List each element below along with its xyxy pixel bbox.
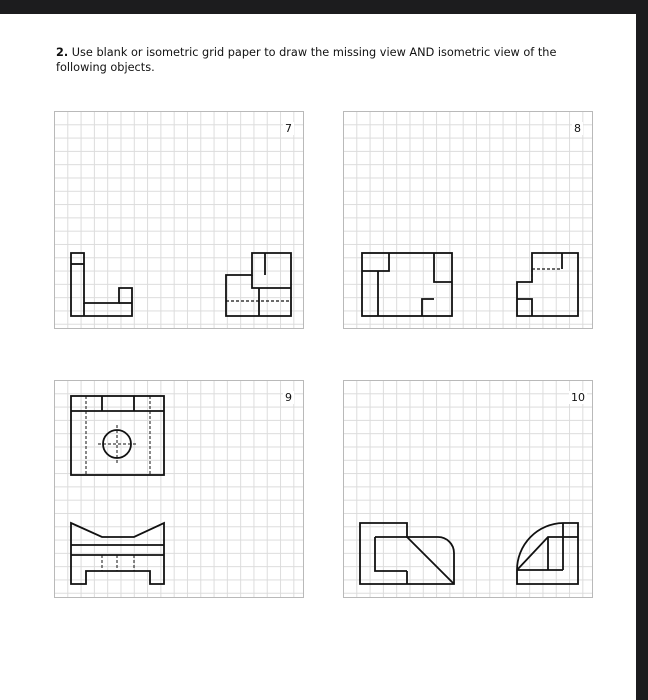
- problem-9-drawing: [55, 381, 304, 598]
- problem-7-drawing: [55, 112, 304, 329]
- problem-10-number: 10: [571, 391, 585, 404]
- problem-10-grid: [343, 380, 593, 598]
- problem-9-number: 9: [285, 391, 292, 404]
- problem-10-drawing: [344, 381, 593, 598]
- problem-8-number: 8: [574, 122, 581, 135]
- problem-8-drawing: [344, 112, 593, 329]
- window-right-edge: [636, 0, 648, 700]
- problem-7-number: 7: [285, 122, 292, 135]
- question-number: 2.: [56, 46, 69, 59]
- window-top-bar: [0, 0, 648, 14]
- problem-9-grid: [54, 380, 304, 598]
- instructions: [56, 45, 596, 75]
- problem-7-grid: [54, 111, 304, 329]
- problem-8-grid: [343, 111, 593, 329]
- question-text: Use blank or isometric grid paper to draw the missing view AND isometric view of the following objects.: [56, 46, 557, 74]
